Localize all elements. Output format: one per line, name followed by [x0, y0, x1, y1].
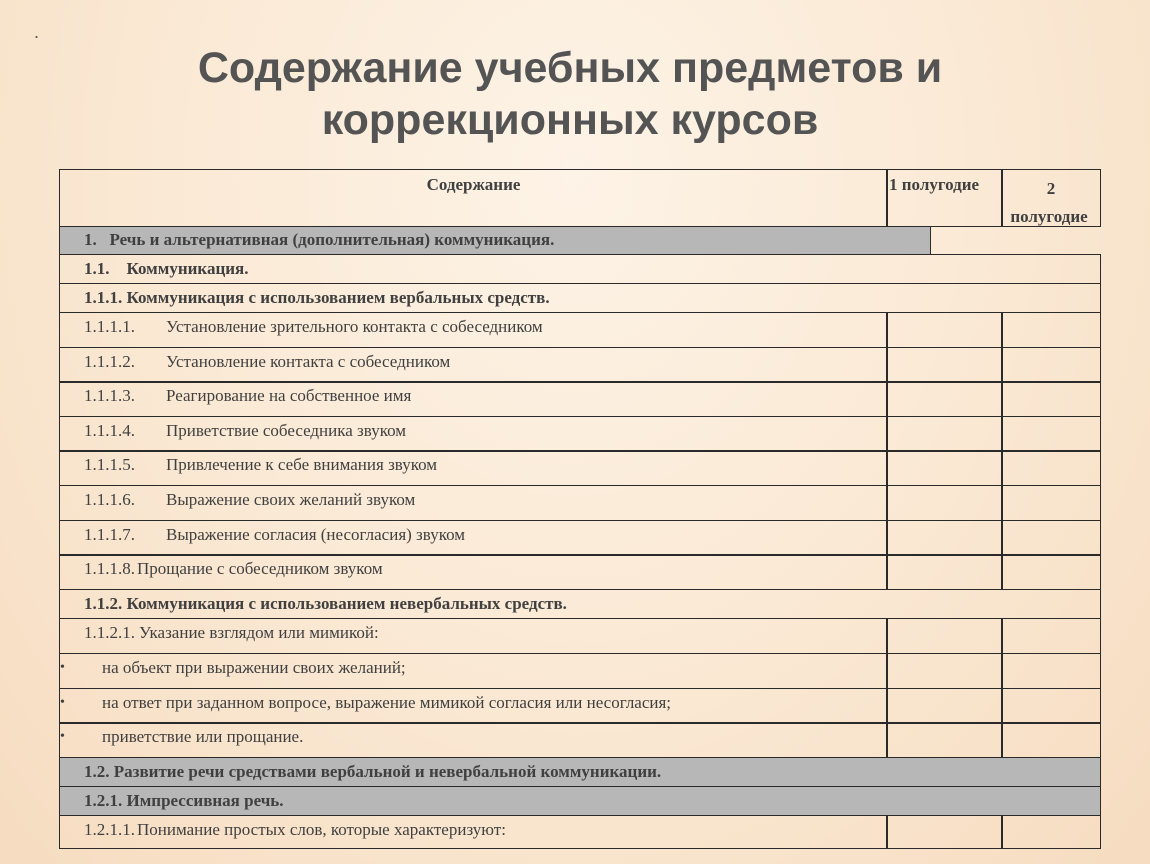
header-content: Содержание — [59, 169, 888, 227]
half-1-cell — [886, 381, 1003, 417]
section-heading: 1. Речь и альтернативная (дополнительная) коммуникация. — [59, 226, 931, 255]
table-row — [59, 283, 1101, 313]
table-row — [59, 722, 1101, 758]
item-text: Реагирование на собственное имя — [166, 386, 412, 405]
header-half-1: 1 полугодие — [886, 169, 1003, 227]
slide-dot: . — [34, 22, 40, 42]
bullet-cell — [59, 688, 888, 724]
bullet-icon: • — [60, 660, 65, 675]
bullet-icon: • — [60, 729, 65, 744]
item-text: Привлечение к себе внимания звуком — [166, 455, 438, 474]
item-text: Прощание с собеседником звуком — [137, 559, 383, 578]
item-cell — [59, 520, 888, 556]
half-1-cell — [886, 722, 1003, 758]
table-row — [59, 688, 1101, 724]
table-row — [59, 485, 1101, 521]
subsection-heading: 1.1.2. Коммуникация с использованием невербальных средств. — [59, 589, 1101, 619]
item-text: на ответ при заданном вопросе, выражение мимикой согласия или несогласия; — [102, 693, 672, 712]
table-row — [59, 416, 1101, 452]
header-half-2-num: 2 — [1046, 179, 1056, 198]
item-number: 1.1.1.2. — [84, 352, 135, 371]
table-row — [59, 554, 1101, 590]
header-half-2-word: полугодие — [1010, 207, 1088, 226]
item-number: 1.1.1.6. — [84, 490, 135, 509]
table-row — [59, 381, 1101, 417]
half-2-cell — [1001, 347, 1101, 383]
half-2-cell — [1001, 520, 1101, 556]
half-1-cell — [886, 450, 1003, 486]
table-row — [59, 618, 1101, 654]
item-text: Указание взглядом или мимикой: — [139, 623, 379, 642]
table-row — [59, 757, 1101, 787]
table-row — [59, 589, 1101, 619]
subsection-heading: 1.1.1. Коммуникация с использованием вербальных средств. — [59, 283, 1101, 313]
title-line-1: Содержание учебных предметов и — [197, 44, 943, 92]
item-number: 1.1.1.1. — [84, 317, 135, 336]
item-number: 1.1.1.5. — [84, 455, 135, 474]
item-cell — [59, 450, 888, 486]
half-1-cell — [886, 815, 1003, 849]
half-1-cell — [886, 416, 1003, 452]
item-number: 1.1.2.1. — [84, 623, 135, 642]
table-row — [59, 347, 1101, 383]
item-number: 1.1.1.4. — [84, 421, 135, 440]
item-cell — [59, 381, 888, 417]
subsection-heading: 1.1. Коммуникация. — [59, 254, 1101, 284]
item-cell — [59, 485, 888, 521]
table-row — [59, 450, 1101, 486]
item-cell — [59, 554, 888, 590]
half-2-cell — [1001, 653, 1101, 689]
table-row — [59, 520, 1101, 556]
half-2-cell — [1001, 312, 1101, 348]
slide-title — [0, 42, 1140, 146]
item-text: Приветствие собеседника звуком — [166, 421, 407, 440]
item-text: Выражение своих желаний звуком — [166, 490, 416, 509]
half-2-cell — [1001, 381, 1101, 417]
bullet-cell — [59, 653, 888, 689]
item-cell — [59, 815, 888, 849]
table-row — [59, 226, 1101, 255]
item-text: Установление контакта с собеседником — [166, 352, 451, 371]
table-header-row — [59, 169, 1101, 227]
item-number: 1.2.1.1. — [84, 820, 135, 839]
item-number: 1.1.1.7. — [84, 525, 135, 544]
half-2-cell — [1001, 450, 1101, 486]
half-1-cell — [886, 347, 1003, 383]
bullet-icon: • — [60, 695, 65, 710]
table-row — [59, 653, 1101, 689]
item-cell — [59, 312, 888, 348]
item-text: Установление зрительного контакта с собеседником — [166, 317, 543, 336]
item-cell — [59, 347, 888, 383]
half-2-cell — [1001, 688, 1101, 724]
half-1-cell — [886, 520, 1003, 556]
item-cell — [59, 416, 888, 452]
half-1-cell — [886, 312, 1003, 348]
half-1-cell — [886, 653, 1003, 689]
half-2-cell — [1001, 554, 1101, 590]
item-text: Понимание простых слов, которые характеризуют: — [137, 820, 506, 839]
half-1-cell — [886, 688, 1003, 724]
subsection-heading: 1.2.1. Импрессивная речь. — [59, 786, 1101, 816]
title-line-2: коррекционных курсов — [321, 96, 819, 144]
item-text: на объект при выражении своих желаний; — [102, 658, 406, 677]
table-row — [59, 312, 1101, 348]
half-2-cell — [1001, 815, 1101, 849]
half-2-cell — [1001, 416, 1101, 452]
bullet-cell — [59, 722, 888, 758]
section-heading: 1.2. Развитие речи средствами вербальной и невербальной коммуникации. — [59, 757, 1101, 787]
half-2-cell — [1001, 618, 1101, 654]
item-text: Выражение согласия (несогласия) звуком — [166, 525, 466, 544]
item-text: приветствие или прощание. — [102, 727, 304, 746]
half-1-cell — [886, 618, 1003, 654]
half-1-cell — [886, 485, 1003, 521]
table-row — [59, 815, 1101, 849]
half-2-cell — [1001, 722, 1101, 758]
header-half-2 — [1001, 169, 1101, 227]
table-row — [59, 254, 1101, 284]
half-2-cell — [1001, 485, 1101, 521]
item-cell — [59, 618, 888, 654]
item-number: 1.1.1.8. — [84, 559, 135, 578]
half-1-cell — [886, 554, 1003, 590]
table-row — [59, 786, 1101, 816]
item-number: 1.1.1.3. — [84, 386, 135, 405]
